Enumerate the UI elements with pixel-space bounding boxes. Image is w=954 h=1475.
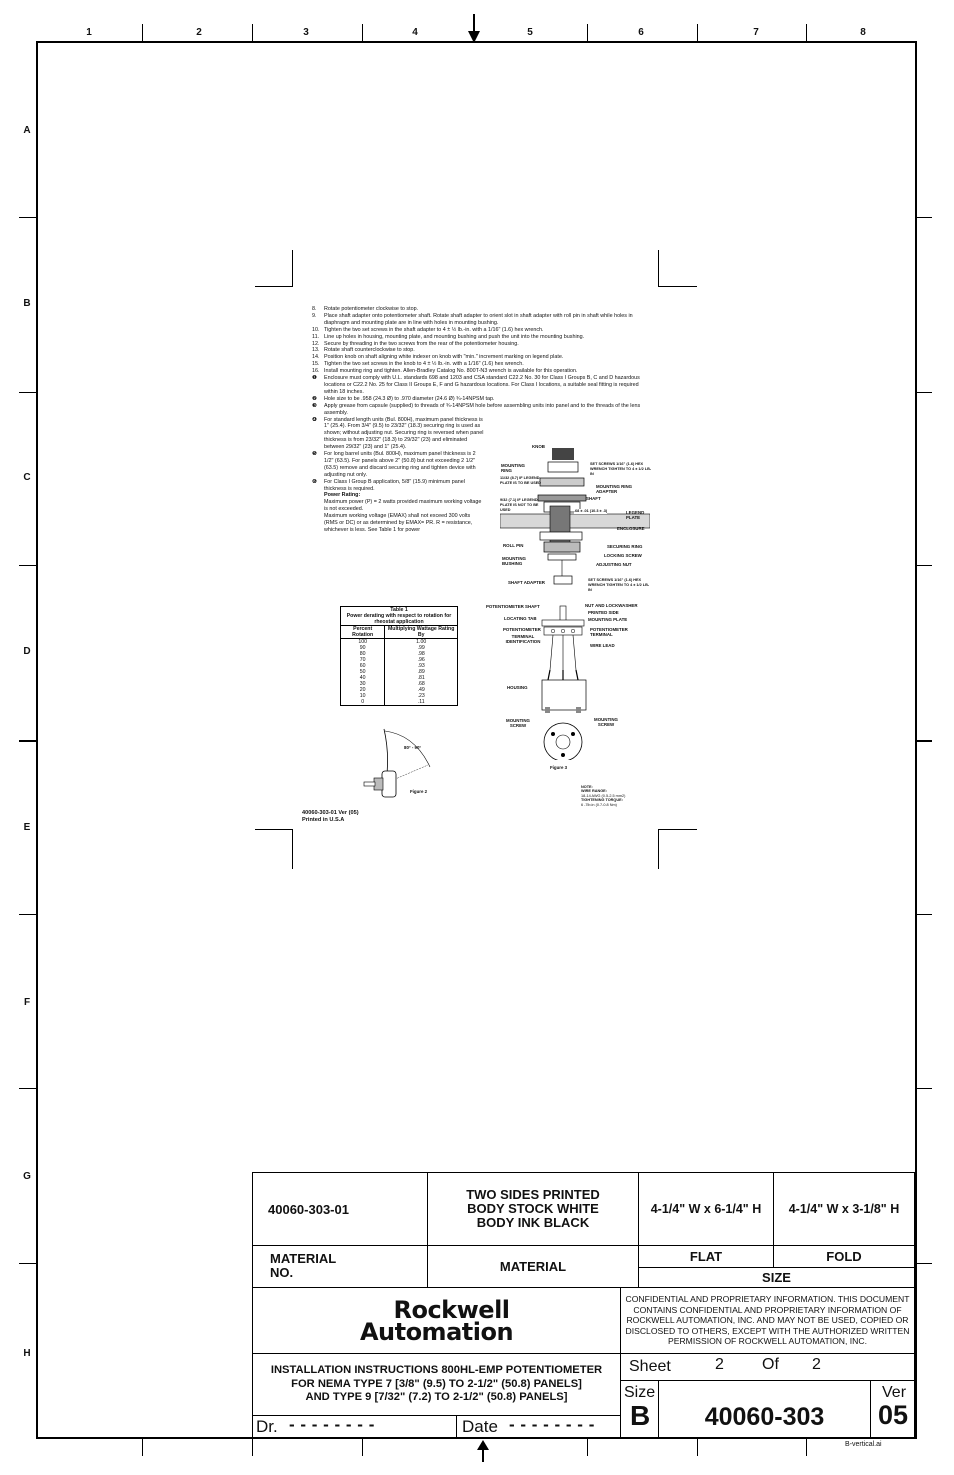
zone-col-1: 1 — [86, 27, 92, 38]
power-rating-p1: Maximum power (P) = 2 watts provided maximum working voltage is not exceeded. — [324, 499, 482, 513]
note: ❶ Enclosure must comply with U.L. standards 698 and 1203 and CSA standard C22.2 No. 30 for Class I Groups B, C and D hazardous locations or C22.2 No. 25 for Class II Groups E, F and G hazardous locations. For Class I locations, a suitable seal fitting is required within 18 inches. — [312, 375, 640, 395]
label-enclosure: ENCLOSURE — [617, 526, 645, 531]
confidentiality-notice: CONFIDENTIAL AND PROPRIETARY INFORMATION. THIS DOCUMENT CONTAINS CONFIDENTIAL AND PROPRIETARY INFORMATION OF ROCKWELL AUTOMATION, INC. AND MAY NOT BE USED, COPIED OR DISCLOSED TO OTHERS, EXCEPT WITH THE AUTHORIZED WRITTEN PERMISSION OF ROCKWELL AUTOMATION, INC. — [620, 1287, 915, 1354]
label-terminal-identification: TERMINAL IDENTIFICATION — [505, 634, 541, 644]
zone-row-c: C — [23, 472, 31, 483]
label-set-screws-bottom: SET SCREWS 1/16" (1.6) HEX WRENCH TIGHTEN TO 4 ± 1/2 LB-IN — [588, 578, 650, 592]
document-title: INSTALLATION INSTRUCTIONS 800HL-EMP POTENTIOMETER FOR NEMA TYPE 7 [3/8" (9.5) TO 2-1/2" (50.8) PANELS] AND TYPE 9 [7/32" (7.2) TO 2-1/2" (50.8) PANELS] — [252, 1353, 621, 1416]
label-potentiometer-shaft: POTENTIOMETER SHAFT — [486, 604, 540, 609]
size-label: SIZE — [638, 1267, 915, 1288]
power-rating-heading: Power Rating: — [324, 492, 361, 499]
label-mounting-ring-adapter: MOUNTING RING ADAPTER — [596, 484, 633, 494]
label-legend-note: 11/32 (8.7) IF LEGEND PLATE IS TO BE USED — [500, 476, 541, 485]
zone-col-3: 3 — [303, 27, 309, 38]
instruction-step: 11. Line up holes in housing, mounting plate, and mounting bushing and push the unit into the mounting bushing. — [312, 333, 585, 340]
fold-label: FOLD — [773, 1245, 915, 1268]
label-shaft-adapter: SHAFT ADAPTER — [508, 580, 545, 585]
figure-2-angle: 80° - 90° — [404, 745, 422, 750]
label-printed-side: PRINTED SIDE — [588, 610, 619, 615]
table-1-col-factor: Multiplying Wattage Rating By — [385, 626, 458, 639]
zone-col-8: 8 — [860, 27, 866, 38]
figure-3-caption: Figure 3 — [550, 765, 568, 770]
label-legend-not-used: 9/32 (7.1) IF LEGEND PLATE IS NOT TO BE USED — [500, 498, 539, 512]
figure-2-drawing — [360, 725, 440, 800]
zone-row-h: H — [23, 1348, 31, 1359]
figure-2-caption: Figure 2 — [410, 789, 428, 794]
date-field: Date - - - - - - - - — [456, 1415, 621, 1439]
note: ❻ For Class I Group B application, 5/8" (15.9) minimum panel thickness is required. — [312, 478, 465, 492]
sheet-label: Sheet — [629, 1358, 671, 1375]
table-1-col-rotation: Percent Rotation — [341, 626, 385, 639]
flat-size-value: 4-1/4" W x 6-1/4" H — [638, 1172, 774, 1246]
table-1-rotation-values: 100 90 80 70 60 50 40 30 20 10 0 — [341, 639, 385, 706]
sheet-info — [620, 1353, 915, 1381]
instruction-step: 15. Tighten the two set screws in the knob to 4 ± ½ lb.-in. with a 1/16" (1.6) hex wrench. — [312, 361, 524, 368]
doc-reference: 40060-303-01 Ver (05) Printed in U.S.A — [302, 810, 359, 823]
label-legend-plate: LEGEND PLATE — [626, 510, 645, 520]
power-rating-p2: Maximum working voltage (EMAX) shall not exceed 300 volts (RMS or DC) or as determined by EMAX= PR. R = resistance, whichever is less. See Table 1 for power — [324, 513, 473, 533]
table-1-factor-values: 1.00 .99 .98 .96 .93 .89 .81 .68 .49 .23 .11 — [385, 639, 458, 706]
fold-size-value: 4-1/4" W x 3-1/8" H — [773, 1172, 915, 1246]
table-1-title: Table 1 Power derating with respect to rotation for rheostat application — [341, 607, 458, 626]
zone-row-a: A — [23, 125, 31, 136]
note: ❷ Hole size to be .958 (24.3 Ø) to .970 diameter (24.6 Ø) ¾-14NPSM tap. — [312, 395, 495, 402]
label-mounting-screw-left: MOUNTING SCREW — [506, 718, 530, 728]
label-nut-lockwasher: NUT AND LOCKWASHER — [585, 603, 638, 608]
zone-row-d: D — [23, 646, 31, 657]
label-potentiometer: POTENTIOMETER — [503, 627, 541, 632]
label-shaft: SHAFT — [586, 496, 601, 501]
of-label: Of — [762, 1356, 779, 1373]
label-mounting-bushing: MOUNTING BUSHING — [502, 556, 526, 566]
power-rating — [312, 492, 484, 533]
note: ❹ For standard length units (Bul. 800H), maximum panel thickness is 1" (25.4). From 3/4" (9.5) to 23/32" (18.3) securing ring is used as shown; without adjusting nut. Securing ring is reversed when panel thickness is from 23/32" (18.3) to 29/32" (23) and eliminated between 29/32" (23) and 1" (25.4). — [312, 416, 484, 451]
document-number: 40060-303 — [658, 1380, 871, 1439]
label-mounting-ring: MOUNTING RING — [501, 463, 525, 473]
material-number-value: 40060-303-01 — [252, 1172, 428, 1246]
version-box: Ver 05 — [870, 1380, 915, 1439]
zone-row-e: E — [23, 822, 31, 833]
instruction-step: 12. Secure by threading in the two screws from the rear of the potentiometer housing. — [312, 340, 519, 347]
instruction-step: 9. Place shaft adapter onto potentiometer shaft. Rotate shaft adapter to orient slot in shaft adapter with roll pin in shaft while holes in diaphragm and mounting plate are in line with holes in mounting bushing. — [312, 312, 633, 326]
label-mounting-plate: MOUNTING PLATE — [588, 617, 628, 622]
instruction-step: 14. Position knob on shaft aligning white indexer on knob with "min." increment marking on legend plate. — [312, 354, 564, 361]
material-description: TWO SIDES PRINTED BODY STOCK WHITE BODY INK BLACK — [427, 1172, 639, 1246]
zone-col-4: 4 — [412, 27, 418, 38]
instruction-step: 16. Install mounting ring and tighten. Allen-Bradley Catalog No. 800T-N3 wrench is available for this operation. — [312, 368, 578, 375]
sheet-number: 2 — [715, 1356, 724, 1373]
note: ❸ Apply grease from capsule (supplied) to threads of ¾-14NPSM hole before assembling units into panel and to the threads of the lens assembly. — [312, 402, 641, 416]
material-label: MATERIAL — [427, 1245, 639, 1288]
bottom-center-arrow-icon — [476, 1440, 490, 1462]
zone-col-7: 7 — [753, 27, 759, 38]
sheet-total: 2 — [812, 1356, 821, 1373]
figure-3-wiring-drawing — [520, 600, 630, 760]
wire-note: NOTE: WIRE RANGE: 18-14 AWG (0.5-2.5 mm2) TIGHTENING TORQUE: 6 -7lb.in (0.7-0.8 Nm) — [581, 785, 626, 807]
label-dimension: .68 ± .01 (10.3 ± .3) — [574, 509, 608, 513]
label-securing-ring: SECURING RING — [607, 544, 643, 549]
label-potentiometer-terminal: POTENTIOMETER TERMINAL — [590, 627, 628, 637]
zone-row-g: G — [23, 1171, 31, 1182]
zone-row-b: B — [23, 298, 31, 309]
label-wire-lead: WIRE LEAD — [590, 643, 615, 648]
material-no-label: MATERIAL NO. — [252, 1245, 428, 1288]
table-1 — [340, 606, 458, 706]
label-knob: KNOB — [532, 444, 545, 449]
zone-row-f: F — [23, 997, 31, 1008]
zone-col-5: 5 — [527, 27, 533, 38]
label-set-screws-top: SET SCREWS 1/16" (1.6) HEX WRENCH TIGHTEN TO 4 ± 1/2 LB-IN — [590, 462, 652, 476]
top-center-arrow-icon — [466, 14, 482, 44]
size-box: Size B — [620, 1380, 659, 1439]
note: ❺ For long barrel units (Bul. 800H), maximum panel thickness is 2 1/2" (63.5). For panels above 2" (50.8) but not exceeding 2 1/2" (63.5) remove and discard securing ring and tighten device with adjusting nut only. — [312, 451, 476, 478]
label-mounting-screw-right: MOUNTING SCREW — [594, 717, 618, 727]
instruction-step: 10. Tighten the two set screws in the shaft adapter to 4 ± ½ lb.-in. with a 1/16" (1.6) hex wrench. — [312, 326, 544, 333]
rockwell-logo: Rockwell Automation — [252, 1287, 621, 1354]
instruction-step: 13. Rotate shaft counterclockwise to stop. — [312, 347, 415, 354]
zone-col-6: 6 — [638, 27, 644, 38]
label-housing: HOUSING — [507, 685, 528, 690]
label-roll-pin: ROLL PIN — [503, 543, 524, 548]
label-locating-tab: LOCATING TAB — [504, 616, 537, 621]
footer-filename: B-vertical.ai — [845, 1441, 882, 1448]
drawn-by-field: Dr. - - - - - - - - — [252, 1415, 457, 1439]
label-locking-screw: LOCKING SCREW — [604, 553, 642, 558]
label-adjusting-nut: ADJUSTING NUT — [596, 562, 632, 567]
zone-col-2: 2 — [196, 27, 202, 38]
instruction-step: 8. Rotate potentiometer clockwise to stop. — [312, 306, 419, 312]
flat-label: FLAT — [638, 1245, 774, 1268]
